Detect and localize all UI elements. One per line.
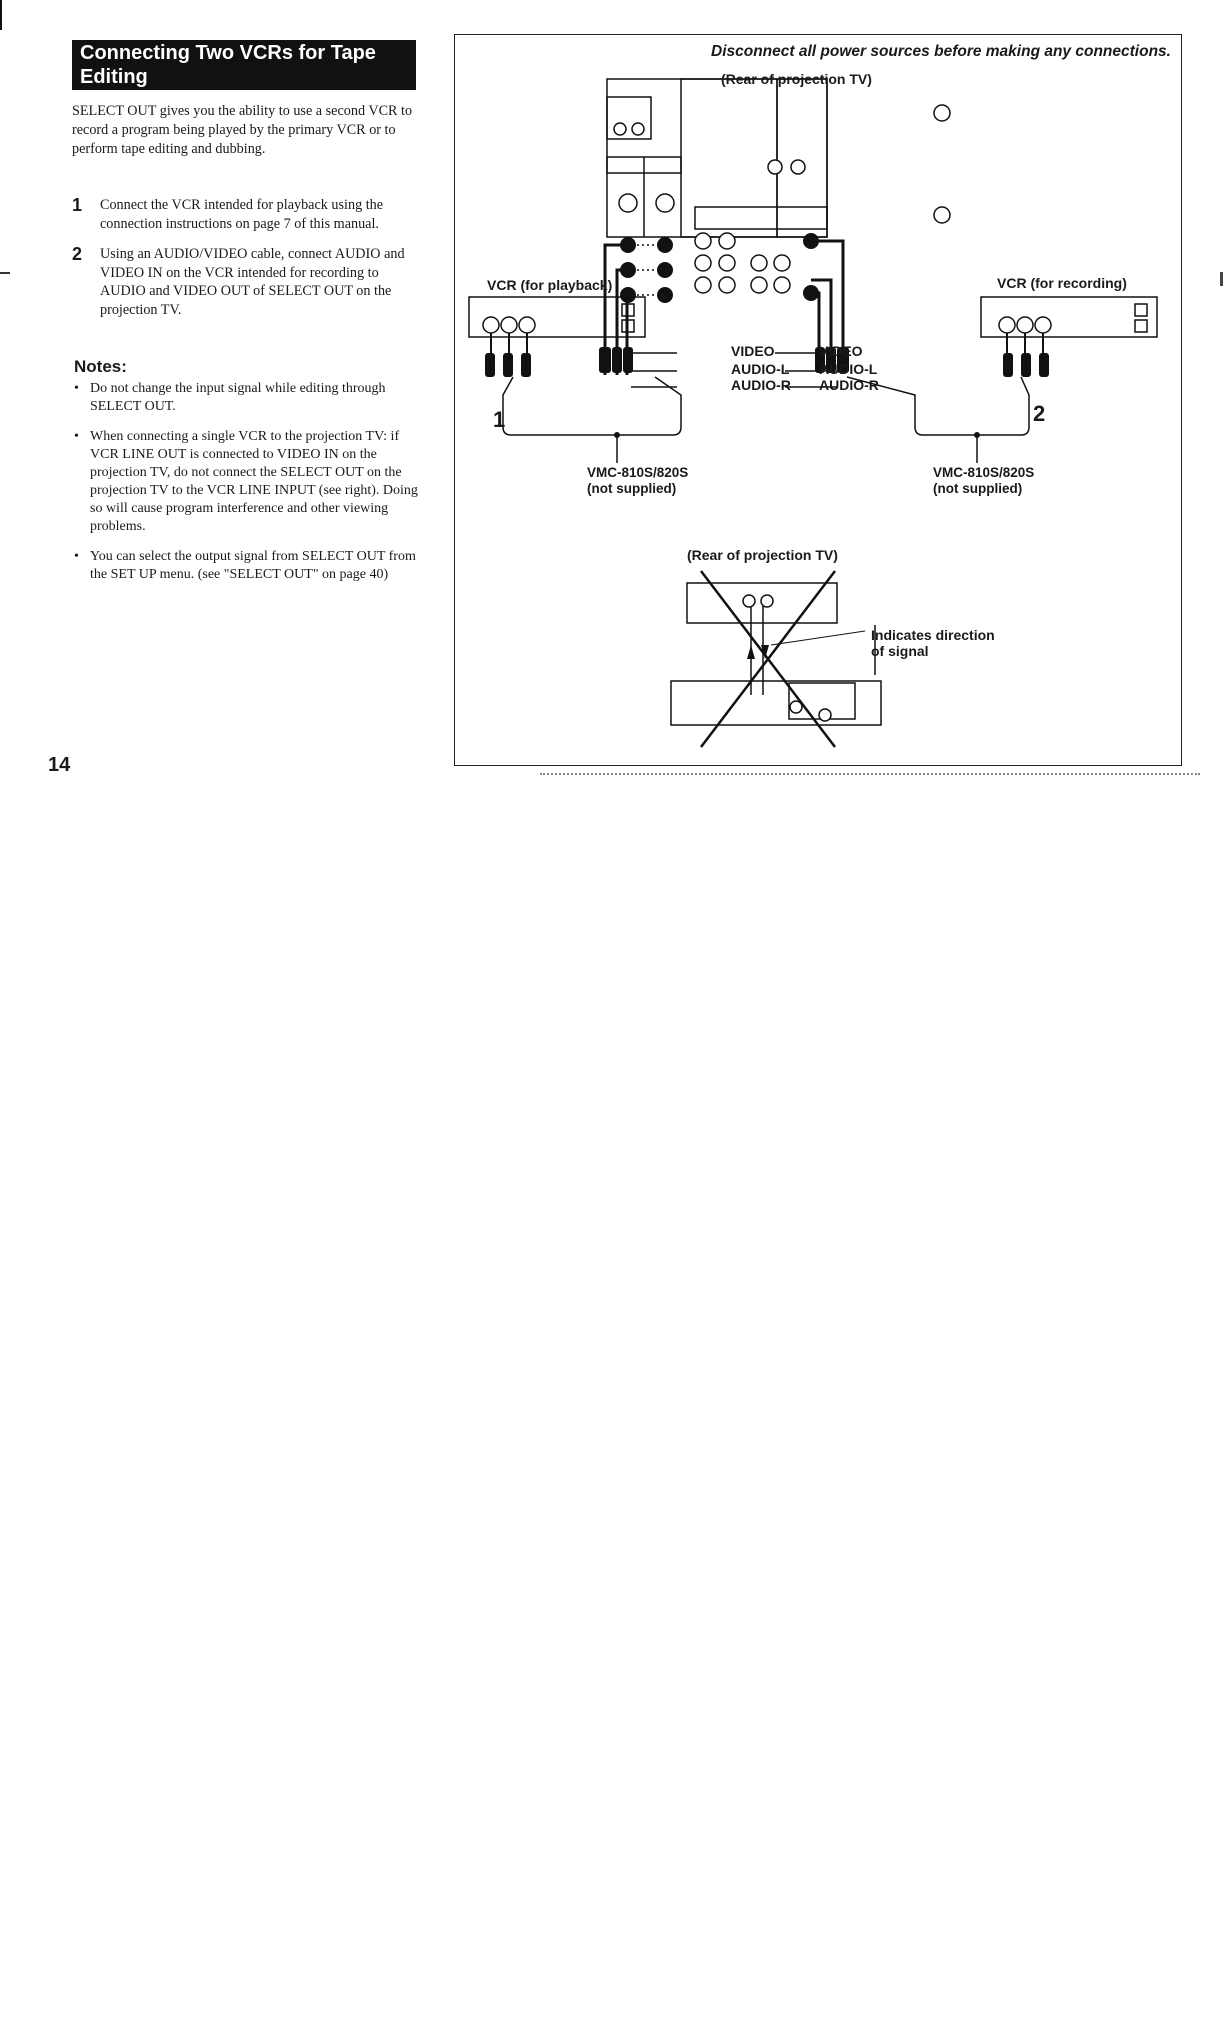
note-item <box>74 548 422 584</box>
cable-model-left: VMC-810S/820S <box>587 465 689 480</box>
diagram-drawing <box>455 35 1183 767</box>
vcr-recording-label: VCR (for recording) <box>997 275 1127 291</box>
panel-dotted-lines <box>637 245 657 295</box>
step-text: Connect the VCR intended for playback using the connection instructions on page 7 of this manual. <box>100 197 384 232</box>
cable-junction-left <box>614 432 620 438</box>
cable-note-right: (not supplied) <box>933 481 1023 496</box>
tv-rear-panel <box>607 79 827 237</box>
direction-note-line1: Indicates direction <box>871 627 995 643</box>
margin-tick <box>0 272 10 274</box>
inset-diagram <box>671 583 881 725</box>
notes-heading: Notes: <box>74 357 127 376</box>
signal-label: VIDEO <box>819 343 863 359</box>
page-number: 14 <box>48 754 71 776</box>
cable-model-right: VMC-810S/820S <box>933 465 1035 480</box>
note-text: Do not change the input signal while editing through SELECT OUT. <box>90 381 386 414</box>
signal-label: AUDIO-R <box>819 377 879 393</box>
note-item <box>74 380 422 416</box>
bullet-icon: • <box>74 381 79 396</box>
signal-label: VIDEO <box>731 343 775 359</box>
cable-junction-right <box>974 432 980 438</box>
signal-label: AUDIO-R <box>731 377 791 393</box>
steps-list <box>72 196 422 331</box>
step-text: Using an AUDIO/VIDEO cable, connect AUDIO and VIDEO IN on the VCR intended for recording to AUDIO and VIDEO OUT of SELECT OUT on the projection TV. <box>100 246 405 318</box>
note-text: When connecting a single VCR to the projection TV: if VCR LINE OUT is connected to VIDEO IN on the projection TV, do not connect the SELECT OUT on the projection TV to the VCR LINE INPUT (see right). Doing so will cause program interference and other viewing problems. <box>90 429 418 534</box>
direction-note-line2: of signal <box>871 643 929 659</box>
inset-jacks <box>743 595 831 721</box>
connection-diagram <box>454 34 1182 766</box>
cable-note-left: (not supplied) <box>587 481 677 496</box>
notes-list <box>74 380 422 596</box>
warning-text: Disconnect all power sources before making any connections. <box>711 43 1171 60</box>
note-text: You can select the output signal from SELECT OUT from the SET UP menu. (see "SELECT OUT" on page 40) <box>90 549 416 582</box>
rear-tv-label-top: (Rear of projection TV) <box>721 71 872 87</box>
bullet-icon: • <box>74 429 79 444</box>
callout-1: 1 <box>493 407 506 432</box>
vcr-playback-jacks <box>483 317 535 333</box>
step-number: 1 <box>72 195 83 215</box>
note-item <box>74 428 422 536</box>
vcr-recording-jacks <box>999 317 1051 333</box>
signal-label: AUDIO-L <box>819 361 878 377</box>
step-item <box>72 245 422 319</box>
bullet-icon: • <box>74 549 79 564</box>
intro-paragraph: SELECT OUT gives you the ability to use a second VCR to record a program being played by the primary VCR or to perform tape editing and dubbing. <box>72 103 413 157</box>
page-edge-mark <box>0 0 2 30</box>
vcr-playback-label: VCR (for playback) <box>487 277 613 293</box>
section-title: Connecting Two VCRs for Tape Editing <box>72 40 416 90</box>
dotted-rule <box>540 773 1200 775</box>
callout-2: 2 <box>1033 401 1046 426</box>
margin-tick-right <box>1220 272 1223 286</box>
step-item <box>72 196 422 233</box>
rear-tv-label-bottom: (Rear of projection TV) <box>687 547 838 563</box>
step-number: 2 <box>72 244 83 264</box>
signal-label: AUDIO-L <box>731 361 790 377</box>
